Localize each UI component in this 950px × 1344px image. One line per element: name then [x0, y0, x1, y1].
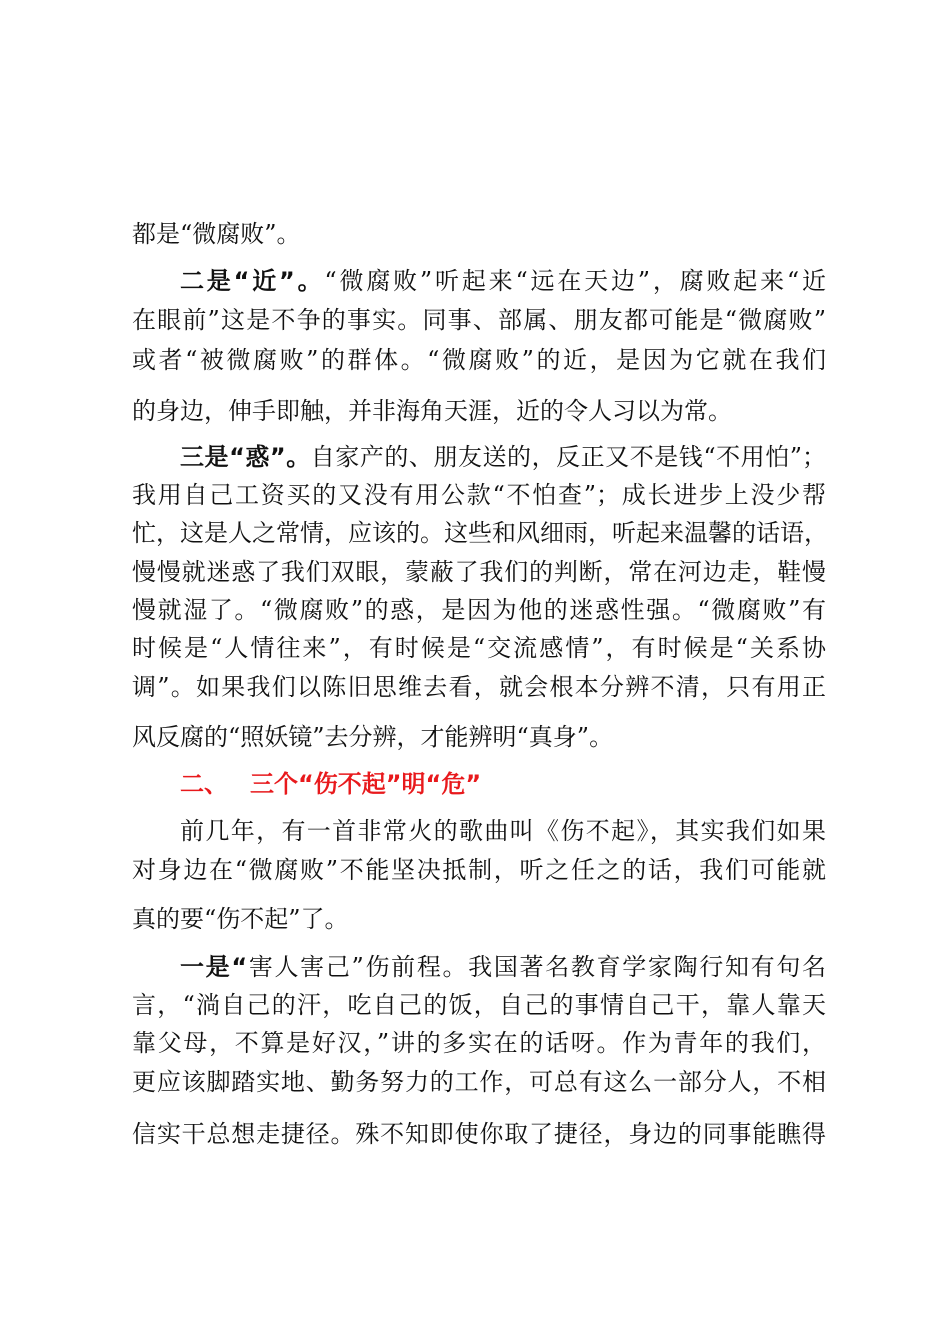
paragraph-line: 在眼前”这是不争的事实。同事、部属、朋友都可能是“微腐败”	[132, 306, 826, 334]
paragraph-line: 慢就湿了。“微腐败”的惑，是因为他的迷惑性强。“微腐败”有	[132, 596, 826, 624]
paragraph-line: 调”。如果我们以陈旧思维去看，就会根本分辨不清，只有用正	[132, 673, 826, 701]
paragraph-line: 或者“被微腐败”的群体。“微腐败”的近，是因为它就在我们	[132, 346, 826, 374]
paragraph-line: 前几年，有一首非常火的歌曲叫《伤不起》，其实我们如果	[180, 817, 826, 845]
paragraph-line: 时候是“人情往来”，有时候是“交流感情”，有时候是“关系协	[132, 634, 826, 662]
section-number: 二、	[180, 770, 228, 798]
bold-lead: 二是“近”。	[180, 267, 325, 295]
paragraph-line: 真的要“伤不起”了。	[132, 905, 349, 933]
paragraph-line: 靠父母，不算是好汉，”讲的多实在的话呀。作为青年的我们，	[132, 1029, 826, 1057]
paragraph-line: 忙，这是人之常情，应该的。这些和风细雨，听起来温馨的话语，	[132, 519, 828, 547]
paragraph-line: 我用自己工资买的又没有用公款“不怕查”；成长进步上没少帮	[132, 481, 826, 509]
paragraph-line: 三是“惑”。自家产的、朋友送的，反正又不是钱“不用怕”；	[180, 443, 827, 471]
paragraph-line: 一是“害人害己”伤前程。我国著名教育学家陶行知有句名	[180, 953, 826, 981]
paragraph-line: 言，“淌自己的汗，吃自己的饭，自己的事情自己干，靠人靠天	[132, 991, 826, 1019]
paragraph-line: 更应该脚踏实地、勤务努力的工作，可总有这么一部分人，不相	[132, 1068, 826, 1096]
paragraph-line: 都是“微腐败”。	[132, 220, 301, 248]
section-heading	[180, 768, 481, 800]
paragraph-line: 对身边在“微腐败”不能坚决抵制，听之任之的话，我们可能就	[132, 856, 826, 884]
paragraph-line: 的身边，伸手即触，并非海角天涯，近的令人习以为常。	[132, 397, 732, 425]
section-title: 三个“伤不起”明“危”	[250, 770, 482, 798]
bold-lead: 三是“惑”。	[180, 443, 311, 471]
paragraph-line: 慢慢就迷惑了我们双眼，蒙蔽了我们的判断，常在河边走，鞋慢	[132, 558, 826, 586]
bold-lead: 一是“	[180, 953, 248, 981]
paragraph-line: 风反腐的“照妖镜”去分辨，才能辨明“真身”。	[132, 723, 614, 751]
paragraph-line: 信实干总想走捷径。殊不知即使你取了捷径，身边的同事能瞧得	[132, 1120, 826, 1148]
paragraph-line: 二是“近”。“微腐败”听起来“远在天边”，腐败起来“近	[180, 267, 826, 295]
